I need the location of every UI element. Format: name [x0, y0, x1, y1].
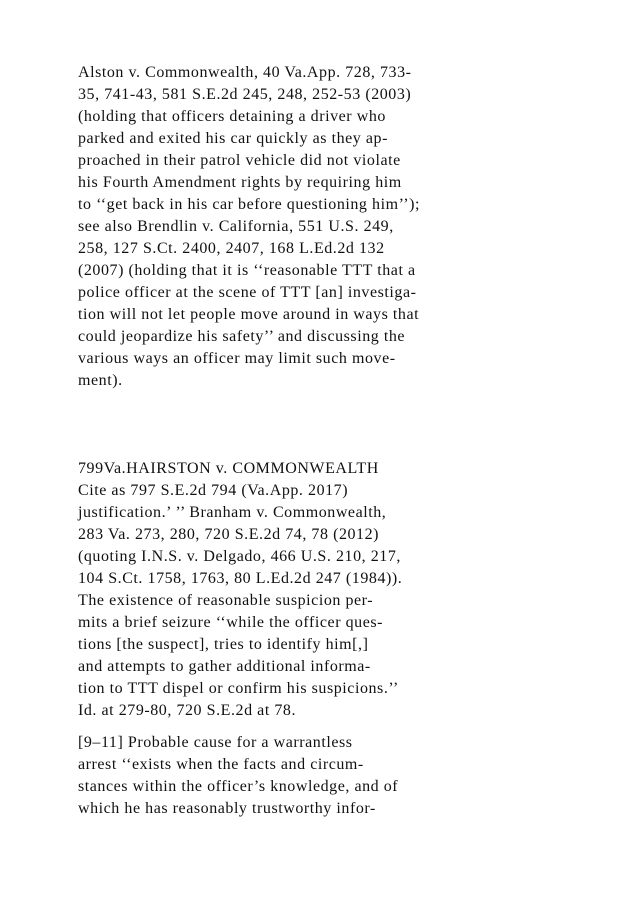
text-line: [9–11] Probable cause for a warrantless	[78, 734, 353, 751]
text-line: (holding that officers detaining a driver who	[78, 108, 386, 125]
text-line: Id. at 279-80, 720 S.E.2d at 78.	[78, 702, 297, 719]
text-line: 258, 127 S.Ct. 2400, 2407, 168 L.Ed.2d 132	[78, 240, 385, 257]
paragraph-probable-cause	[78, 732, 618, 820]
text-line: mits a brief seizure ‘‘while the officer ques-	[78, 614, 384, 631]
text-line: 104 S.Ct. 1758, 1763, 80 L.Ed.2d 247 (1984)).	[78, 570, 403, 587]
text-line: (2007) (holding that it is ‘‘reasonable TTT that a	[78, 262, 416, 279]
text-line: various ways an officer may limit such move-	[78, 350, 396, 367]
text-line: (quoting I.N.S. v. Delgado, 466 U.S. 210, 217,	[78, 548, 401, 565]
text-line: tions [the suspect], tries to identify him[,]	[78, 636, 369, 653]
text-line: proached in their patrol vehicle did not violate	[78, 152, 401, 169]
text-line: Alston v. Commonwealth, 40 Va.App. 728, 733-	[78, 64, 412, 81]
text-line: and attempts to gather additional informa-	[78, 658, 371, 675]
running-header	[78, 458, 618, 502]
text-line: tion to TTT dispel or confirm his suspicions.’’	[78, 680, 399, 697]
text-line: 35, 741-43, 581 S.E.2d 245, 248, 252-53 (2003)	[78, 86, 412, 103]
text-line: tion will not let people move around in ways that	[78, 306, 420, 323]
text-line: The existence of reasonable suspicion per-	[78, 592, 374, 609]
text-line: see also Brendlin v. California, 551 U.S. 249,	[78, 218, 394, 235]
case-title: 799Va.HAIRSTON v. COMMONWEALTH	[78, 460, 379, 477]
text-line: ment).	[78, 372, 123, 389]
text-line: which he has reasonably trustworthy infor-	[78, 800, 376, 817]
text-line: arrest ‘‘exists when the facts and circum-	[78, 756, 364, 773]
paragraph-reasonable-suspicion	[78, 502, 618, 722]
text-line: police officer at the scene of TTT [an] investiga-	[78, 284, 417, 301]
text-line: 283 Va. 273, 280, 720 S.E.2d 74, 78 (2012)	[78, 526, 380, 543]
case-citation: Cite as 797 S.E.2d 794 (Va.App. 2017)	[78, 482, 349, 499]
text-line: stances within the officer’s knowledge, and of	[78, 778, 399, 795]
text-line: his Fourth Amendment rights by requiring him	[78, 174, 402, 191]
text-line: justification.’ ’’ Branham v. Commonwealth,	[78, 504, 387, 521]
paragraph-alston-citation	[78, 62, 618, 392]
text-line: could jeopardize his safety’’ and discussing the	[78, 328, 406, 345]
text-line: to ‘‘get back in his car before questioning him’’);	[78, 196, 421, 213]
text-line: parked and exited his car quickly as they ap-	[78, 130, 388, 147]
